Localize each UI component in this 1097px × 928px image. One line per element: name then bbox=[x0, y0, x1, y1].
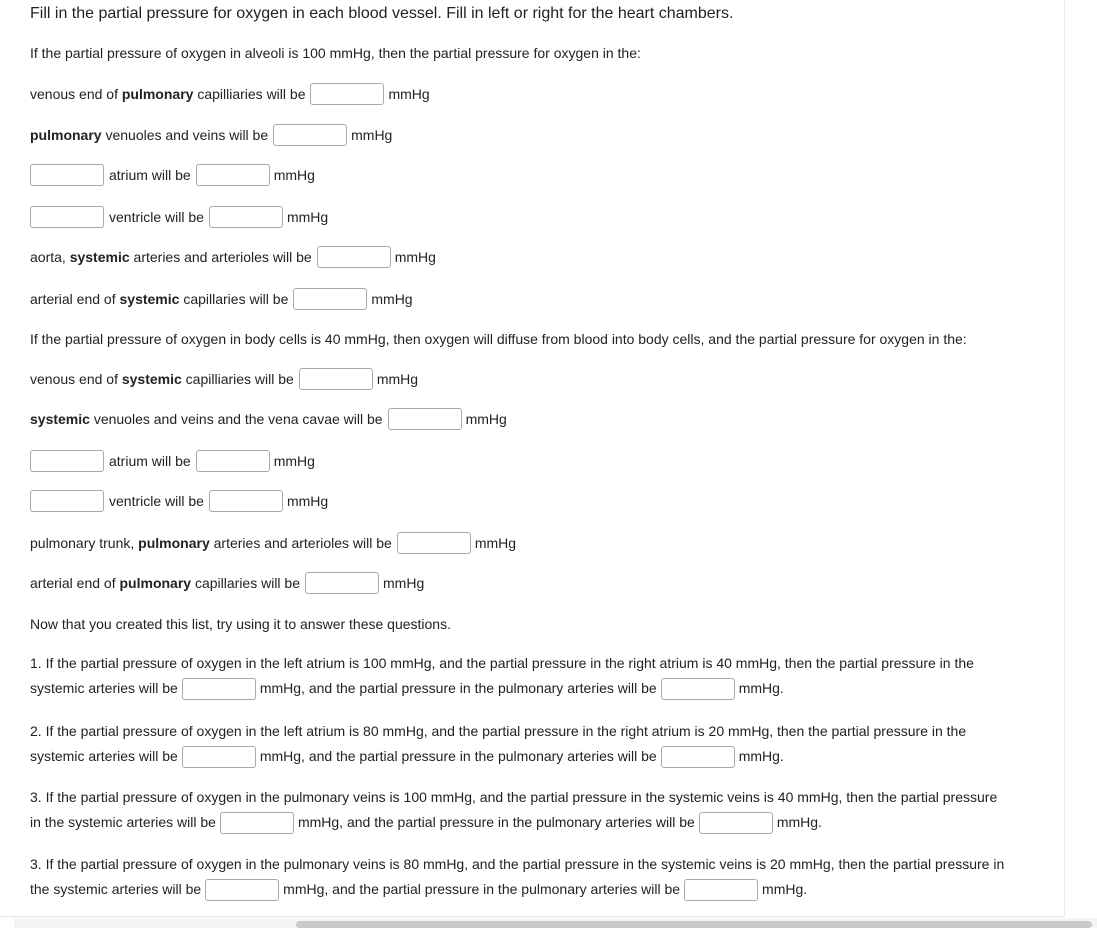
question-1 bbox=[30, 651, 1050, 701]
row-label: ventricle will be bbox=[109, 493, 204, 509]
scrollbar-thumb[interactable] bbox=[296, 921, 1092, 928]
row-aorta-systemic-arteries bbox=[30, 245, 436, 269]
row-ventricle-1 bbox=[30, 205, 328, 229]
unit-label: mmHg bbox=[474, 535, 517, 551]
row-venous-systemic-capillaries bbox=[30, 367, 418, 391]
answer-input[interactable] bbox=[661, 678, 735, 700]
question-4 bbox=[30, 852, 1050, 902]
question-text: 1. If the partial pressure of oxygen in the left atrium is 100 mmHg, and the partial pressure in the right atrium is 40 mmHg, then the partial pressure in the bbox=[30, 655, 974, 671]
answer-input[interactable] bbox=[299, 368, 373, 390]
row-atrium-2 bbox=[30, 449, 315, 473]
intro-body-cells: If the partial pressure of oxygen in body cells is 40 mmHg, then oxygen will diffuse from blood into body cells, and the partial pressure for oxygen in the: bbox=[30, 331, 967, 347]
unit-label: mmHg bbox=[371, 291, 413, 307]
row-arterial-systemic-capillaries bbox=[30, 287, 413, 311]
answer-input[interactable] bbox=[305, 572, 379, 594]
unit-label: mmHg bbox=[286, 209, 329, 225]
unit-label: mmHg. bbox=[776, 814, 822, 830]
answer-input[interactable] bbox=[310, 83, 384, 105]
answer-input[interactable] bbox=[317, 246, 391, 268]
answer-input[interactable] bbox=[182, 746, 256, 768]
row-label: atrium will be bbox=[109, 453, 191, 469]
unit-label: mmHg bbox=[376, 371, 419, 387]
answer-input[interactable] bbox=[196, 164, 270, 186]
unit-label: mmHg. bbox=[738, 748, 784, 764]
chamber-side-input[interactable] bbox=[30, 164, 104, 186]
unit-label: mmHg bbox=[351, 127, 393, 143]
answer-input[interactable] bbox=[397, 532, 471, 554]
question-text: 2. If the partial pressure of oxygen in the left atrium is 80 mmHg, and the partial pressure in the right atrium is 20 mmHg, then the partial pressure in the bbox=[30, 723, 967, 739]
answer-input[interactable] bbox=[182, 678, 256, 700]
row-arterial-pulmonary-capillaries bbox=[30, 571, 424, 595]
row-atrium-1 bbox=[30, 163, 315, 187]
row-label: arterial end of systemic capillaries will be bbox=[30, 291, 289, 307]
question-text: the systemic arteries will be bbox=[30, 881, 202, 897]
unit-label: mmHg bbox=[465, 411, 507, 427]
unit-label: mmHg. bbox=[738, 680, 784, 696]
row-label: arterial end of pulmonary capillaries will be bbox=[30, 575, 301, 591]
chamber-side-input[interactable] bbox=[30, 490, 104, 512]
row-label: venous end of pulmonary capilliaries will be bbox=[30, 86, 306, 102]
unit-label: mmHg bbox=[383, 575, 425, 591]
unit-label: mmHg bbox=[286, 493, 329, 509]
question-text: mmHg, and the partial pressure in the pulmonary arteries will be bbox=[259, 680, 657, 696]
intro-questions: Now that you created this list, try using it to answer these questions. bbox=[30, 616, 451, 632]
answer-input[interactable] bbox=[209, 490, 283, 512]
answer-input[interactable] bbox=[196, 450, 270, 472]
row-ventricle-2 bbox=[30, 489, 328, 513]
question-text: mmHg, and the partial pressure in the pulmonary arteries will be bbox=[259, 748, 657, 764]
row-label: ventricle will be bbox=[109, 209, 204, 225]
unit-label: mmHg bbox=[394, 249, 436, 265]
unit-label: mmHg bbox=[388, 86, 430, 102]
row-venous-pulmonary-capillaries bbox=[30, 82, 430, 106]
unit-label: mmHg bbox=[273, 453, 315, 469]
question-text: systemic arteries will be bbox=[30, 748, 178, 764]
question-text: systemic arteries will be bbox=[30, 680, 178, 696]
answer-input[interactable] bbox=[661, 746, 735, 768]
chamber-side-input[interactable] bbox=[30, 206, 104, 228]
answer-input[interactable] bbox=[699, 812, 773, 834]
row-label: atrium will be bbox=[109, 167, 191, 183]
row-pulmonary-veins bbox=[30, 123, 392, 147]
question-text: 3. If the partial pressure of oxygen in the pulmonary veins is 80 mmHg, and the partial pressure in the systemic veins is 20 mmHg, then the partial pressure in bbox=[30, 856, 1005, 872]
unit-label: mmHg. bbox=[762, 881, 808, 897]
question-text: mmHg, and the partial pressure in the pulmonary arteries will be bbox=[297, 814, 695, 830]
question-2 bbox=[30, 719, 1050, 769]
answer-input[interactable] bbox=[205, 879, 279, 901]
row-label: venous end of systemic capilliaries will be bbox=[30, 371, 294, 387]
answer-input[interactable] bbox=[273, 124, 347, 146]
row-label: pulmonary trunk, pulmonary arteries and arterioles will be bbox=[30, 535, 392, 551]
row-label: systemic venuoles and veins and the vena cavae will be bbox=[30, 411, 383, 427]
unit-label: mmHg bbox=[273, 167, 315, 183]
question-text: mmHg, and the partial pressure in the pulmonary arteries will be bbox=[283, 881, 681, 897]
row-systemic-veins bbox=[30, 407, 507, 431]
question-text: 3. If the partial pressure of oxygen in the pulmonary veins is 100 mmHg, and the partial pressure in the systemic veins is 40 mmHg, then the partial pressure bbox=[30, 789, 998, 805]
row-pulmonary-trunk-arteries bbox=[30, 531, 516, 555]
answer-input[interactable] bbox=[293, 288, 367, 310]
question-text: in the systemic arteries will be bbox=[30, 814, 216, 830]
page-title: Fill in the partial pressure for oxygen in each blood vessel. Fill in left or right for the heart chambers. bbox=[30, 5, 734, 22]
answer-input[interactable] bbox=[684, 879, 758, 901]
intro-alveoli: If the partial pressure of oxygen in alveoli is 100 mmHg, then the partial pressure for oxygen in the: bbox=[30, 45, 641, 61]
answer-input[interactable] bbox=[388, 408, 462, 430]
chamber-side-input[interactable] bbox=[30, 450, 104, 472]
row-label: pulmonary venuoles and veins will be bbox=[30, 127, 269, 143]
answer-input[interactable] bbox=[209, 206, 283, 228]
row-label: aorta, systemic arteries and arterioles will be bbox=[30, 249, 312, 265]
answer-input[interactable] bbox=[220, 812, 294, 834]
question-3 bbox=[30, 785, 1050, 835]
